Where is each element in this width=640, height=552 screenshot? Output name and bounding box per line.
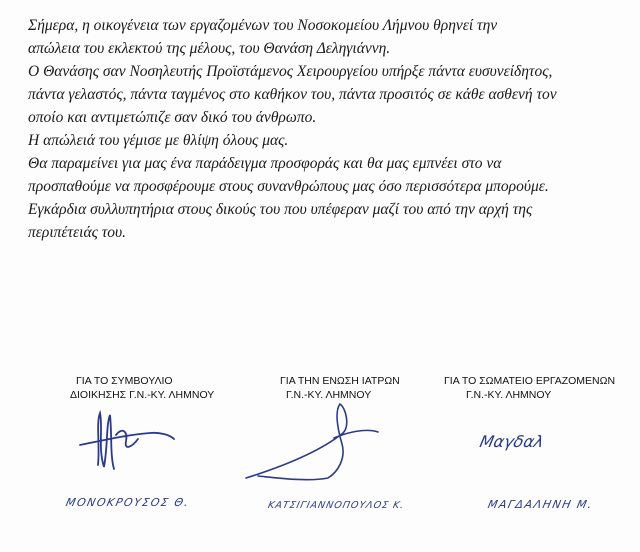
letter-body — [28, 14, 638, 244]
signatory-board-heading — [70, 374, 214, 402]
signatory-doctors-name: ΚΑΤΣΙΓΙΑΝΝΟΠΟΥΛΟΣ Κ. — [266, 500, 406, 511]
signatory-workers-heading — [444, 374, 615, 402]
signature-board — [70, 405, 180, 480]
letter-line: περιπέτειάς του. — [28, 224, 127, 241]
letter-line: οποίο και αντιμετώπιζε σαν δικό του άνθρωπο. — [28, 109, 317, 126]
letter-line: Θα παραμείνει για μας ένα παράδειγμα προσφοράς και θα μας εμπνέει στο να — [28, 155, 502, 172]
letter-line: απώλεια του εκλεκτού της μέλους, του Θανάση Δεληγιάννη. — [28, 40, 391, 57]
letter-line: προσπαθούμε να προσφέρουμε στους συνανθρώπους μας όσο περισσότερα μπορούμε. — [28, 178, 549, 195]
letter-line: Η απώλειά του γέμισε με θλίψη όλους μας. — [28, 132, 289, 149]
signature-doctors — [238, 398, 388, 488]
signatory-heading-line2: Γ.Ν.-ΚΥ. ΛΗΜΝΟΥ — [286, 389, 372, 401]
letter-line: Ο Θανάσης σαν Νοσηλευτής Προϊστάμενος Χειρουργείου υπήρξε πάντα ευσυνείδητος, — [28, 63, 553, 80]
signatory-heading-line2: ΔΙΟΙΚΗΣΗΣ Γ.Ν.-ΚΥ. ΛΗΜΝΟΥ — [70, 389, 215, 401]
signatory-heading-line1: ΓΙΑ ΤΟ ΣΩΜΑΤΕΙΟ ΕΡΓΑΖΟΜΕΝΩΝ — [444, 375, 616, 387]
letter-line: πάντα γελαστός, πάντα ταγμένος στο καθήκον του, πάντα προσιτός σε κάθε ασθενή τον — [28, 86, 557, 103]
signatory-workers-name: ΜΑΓΔΑΛΗΝΗ Μ. — [486, 498, 595, 511]
letter-line: Σήμερα, η οικογένεια των εργαζομένων του Νοσοκομείου Λήμνου θρηνεί την — [28, 17, 498, 34]
signatory-heading-line1: ΓΙΑ ΤΗΝ ΕΝΩΣΗ ΙΑΤΡΩΝ — [280, 375, 400, 387]
letter-line: Εγκάρδια συλλυπητήρια στους δικούς του που υπέφεραν μαζί του από την αρχή της — [28, 201, 533, 218]
signature-workers: Μαγδαλ — [477, 432, 546, 451]
signatory-heading-line2: Γ.Ν.-ΚΥ. ΛΗΜΝΟΥ — [466, 389, 552, 401]
signatory-heading-line1: ΓΙΑ ΤΟ ΣΥΜΒΟΥΛΙΟ — [76, 375, 173, 387]
signatory-board-name: ΜΟΝΟΚΡΟΥΣΟΣ Θ. — [64, 496, 191, 509]
